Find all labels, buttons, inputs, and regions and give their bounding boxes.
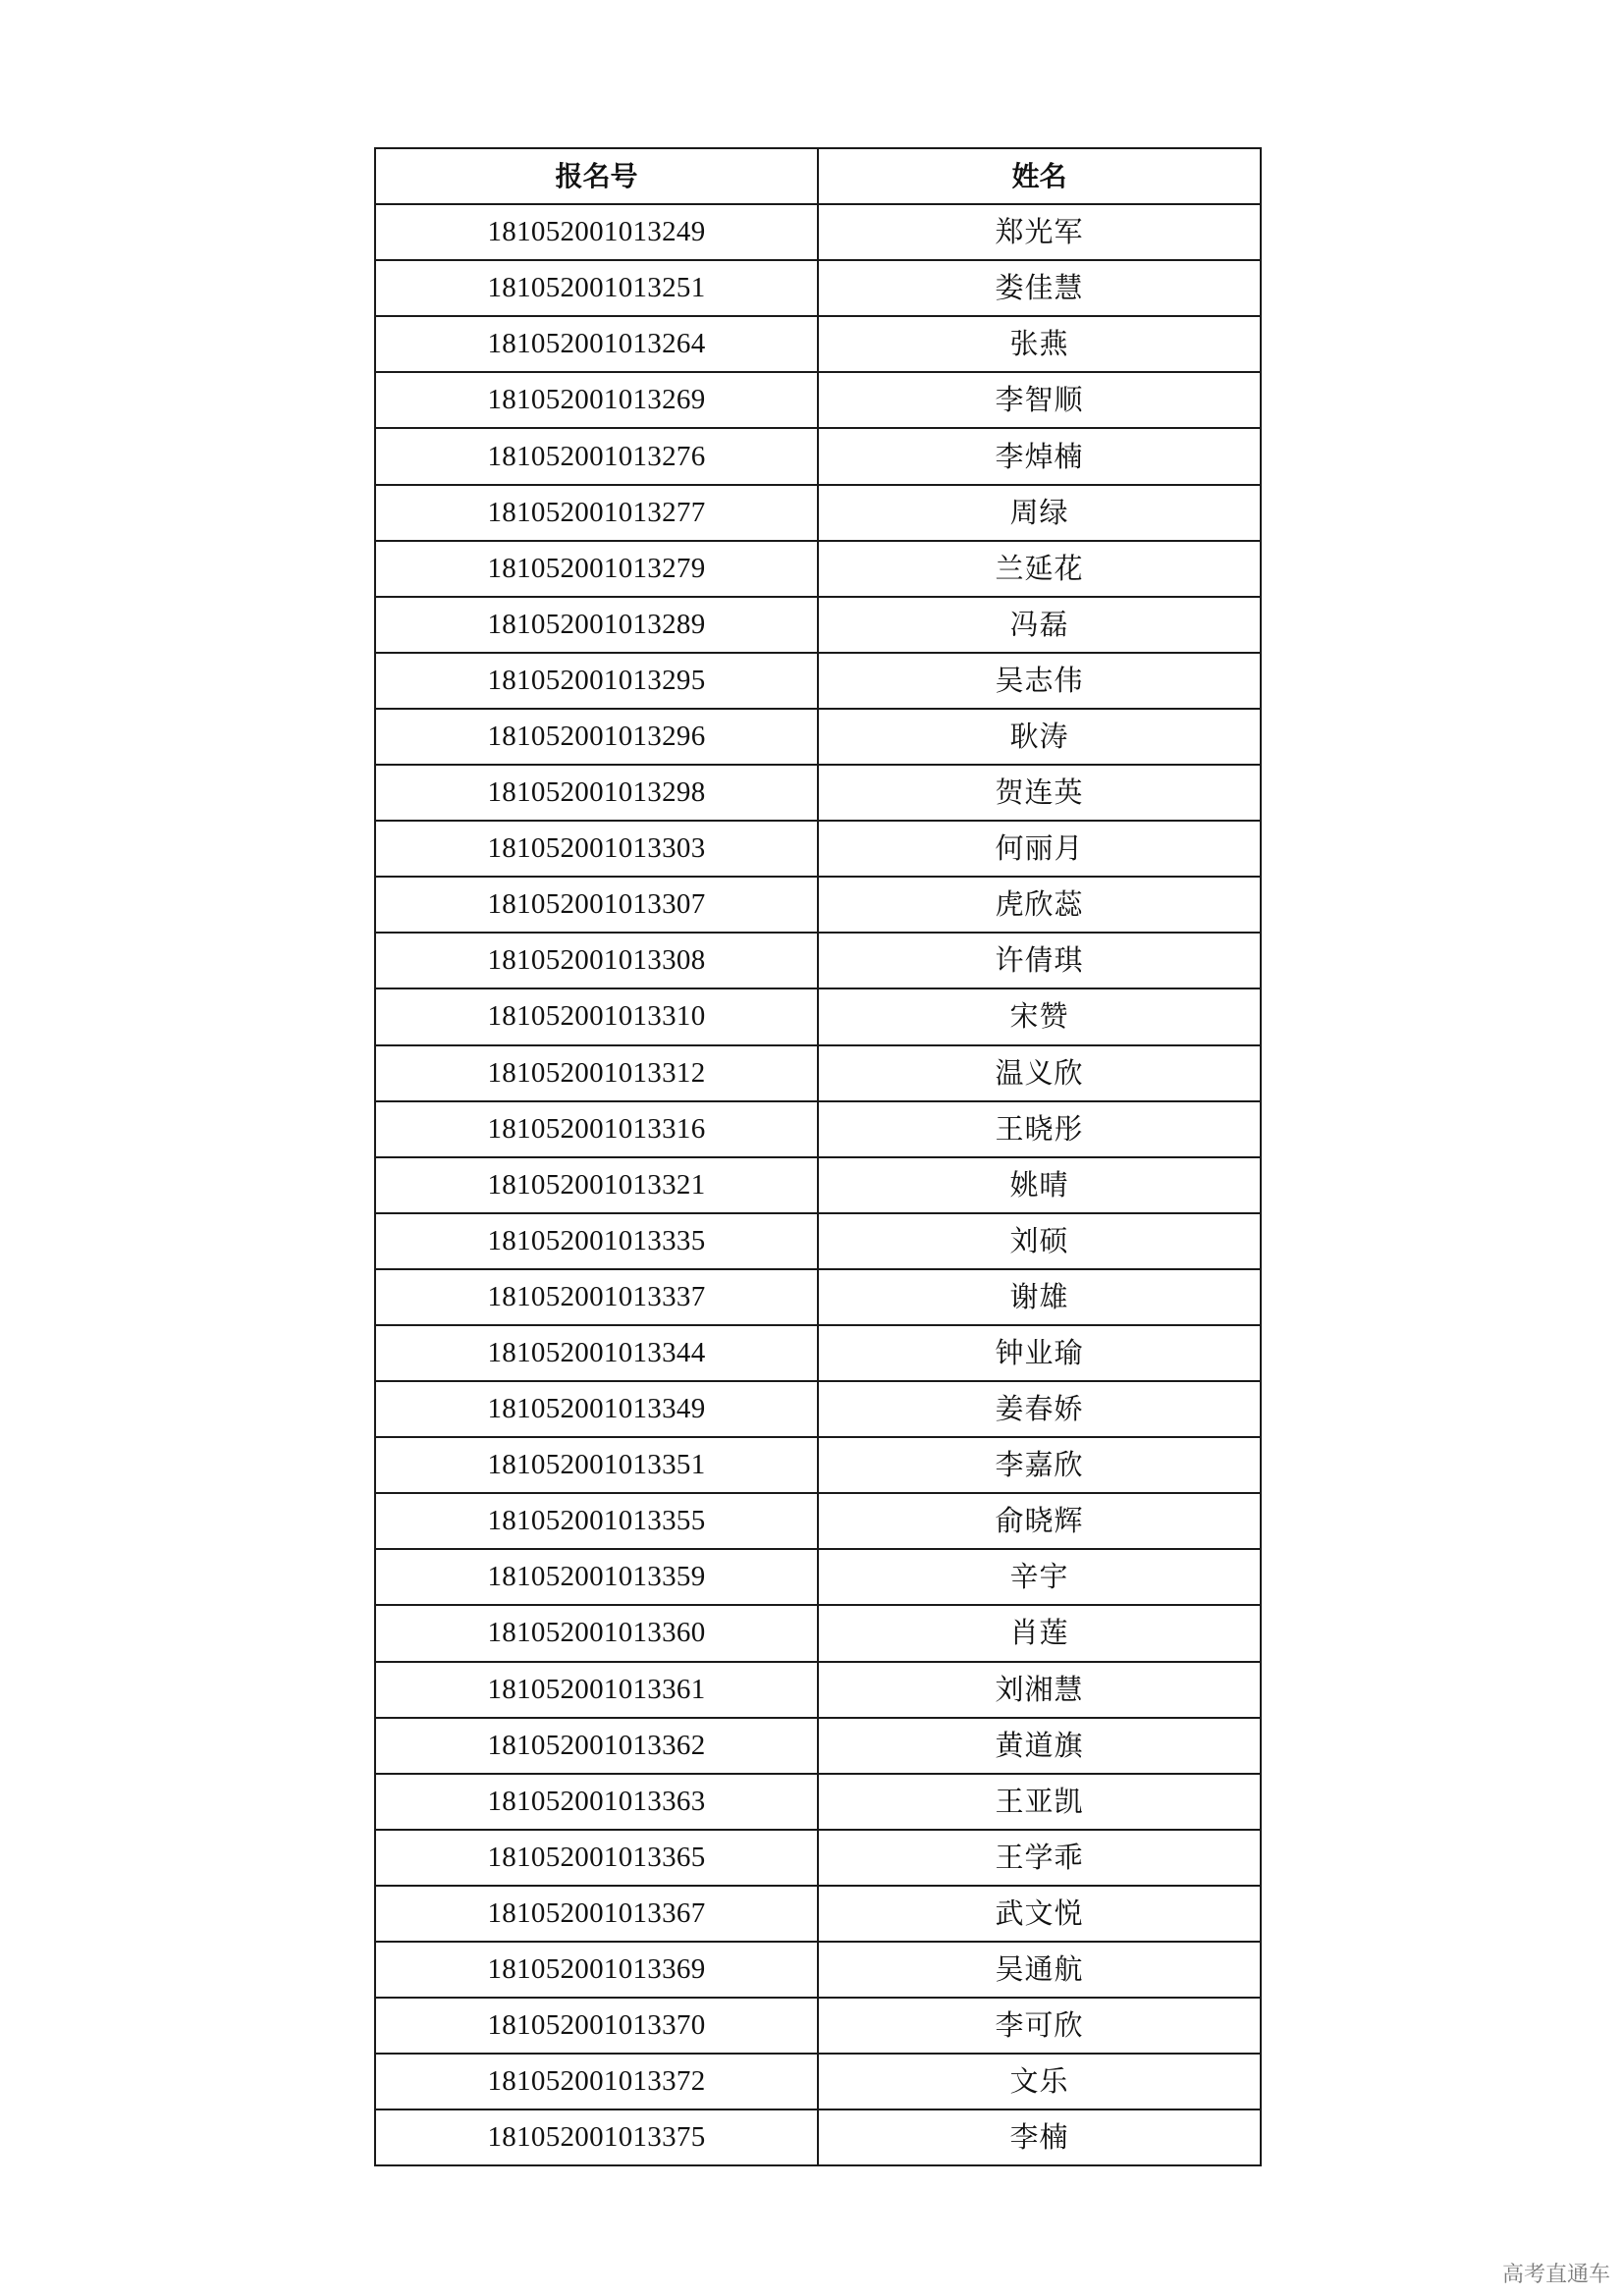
table-header [375,148,1261,204]
registration-number-cell: 181052001013355 [375,1493,818,1549]
table-row [375,1437,1261,1493]
registration-number-cell: 181052001013316 [375,1101,818,1157]
column-header-registration-number: 报名号 [375,148,818,204]
table-row [375,1774,1261,1830]
table-row [375,1101,1261,1157]
table-row [375,1269,1261,1325]
name-cell: 宋赞 [818,988,1261,1044]
table-row [375,653,1261,709]
name-cell: 兰延花 [818,541,1261,597]
registration-number-cell: 181052001013303 [375,821,818,877]
table-row [375,204,1261,260]
table-row [375,1325,1261,1381]
name-cell: 周绿 [818,485,1261,541]
registration-number-cell: 181052001013359 [375,1549,818,1605]
table-row [375,1549,1261,1605]
name-cell: 王晓彤 [818,1101,1261,1157]
name-cell: 李楠 [818,2109,1261,2165]
table-row [375,316,1261,372]
registration-number-cell: 181052001013362 [375,1718,818,1774]
registration-number-cell: 181052001013360 [375,1605,818,1661]
registration-number-cell: 181052001013269 [375,372,818,428]
registration-number-cell: 181052001013367 [375,1886,818,1942]
registration-number-cell: 181052001013351 [375,1437,818,1493]
name-cell: 文乐 [818,2054,1261,2109]
registration-number-cell: 181052001013337 [375,1269,818,1325]
name-cell: 姜春娇 [818,1381,1261,1437]
table-row [375,1942,1261,1998]
registration-number-cell: 181052001013349 [375,1381,818,1437]
name-cell: 李可欣 [818,1998,1261,2054]
name-cell: 王学乖 [818,1830,1261,1886]
table-row [375,1605,1261,1661]
roster-table [374,147,1262,2166]
registration-number-cell: 181052001013251 [375,260,818,316]
registration-number-cell: 181052001013289 [375,597,818,653]
table-row [375,877,1261,933]
table-row [375,709,1261,765]
registration-number-cell: 181052001013277 [375,485,818,541]
registration-number-cell: 181052001013344 [375,1325,818,1381]
name-cell: 虎欣蕊 [818,877,1261,933]
name-cell: 吴志伟 [818,653,1261,709]
name-cell: 武文悦 [818,1886,1261,1942]
registration-number-cell: 181052001013298 [375,765,818,821]
name-cell: 贺连英 [818,765,1261,821]
name-cell: 李嘉欣 [818,1437,1261,1493]
registration-number-cell: 181052001013321 [375,1157,818,1213]
table-row [375,2054,1261,2109]
table-row [375,1830,1261,1886]
name-cell: 黄道旗 [818,1718,1261,1774]
registration-number-cell: 181052001013312 [375,1045,818,1101]
registration-number-cell: 181052001013249 [375,204,818,260]
registration-number-cell: 181052001013369 [375,1942,818,1998]
registration-number-cell: 181052001013308 [375,933,818,988]
registration-number-cell: 181052001013295 [375,653,818,709]
table-row [375,2109,1261,2165]
name-cell: 许倩琪 [818,933,1261,988]
table-row [375,933,1261,988]
name-cell: 钟业瑜 [818,1325,1261,1381]
name-cell: 王亚凯 [818,1774,1261,1830]
name-cell: 谢雄 [818,1269,1261,1325]
table-row [375,1662,1261,1718]
registration-number-cell: 181052001013276 [375,428,818,484]
name-cell: 李焯楠 [818,428,1261,484]
table-row [375,1718,1261,1774]
name-cell: 娄佳慧 [818,260,1261,316]
table-row [375,485,1261,541]
header-row [375,148,1261,204]
table-row [375,1157,1261,1213]
table-row [375,1886,1261,1942]
registration-number-cell: 181052001013296 [375,709,818,765]
name-cell: 耿涛 [818,709,1261,765]
registration-number-cell: 181052001013363 [375,1774,818,1830]
column-header-name: 姓名 [818,148,1261,204]
table-row [375,765,1261,821]
watermark-text: 高考直通车 [1501,2263,1610,2287]
registration-number-cell: 181052001013310 [375,988,818,1044]
table-row [375,1381,1261,1437]
table-row [375,597,1261,653]
name-cell: 李智顺 [818,372,1261,428]
name-cell: 刘硕 [818,1213,1261,1269]
registration-number-cell: 181052001013279 [375,541,818,597]
name-cell: 何丽月 [818,821,1261,877]
name-cell: 辛宇 [818,1549,1261,1605]
name-cell: 俞晓辉 [818,1493,1261,1549]
name-cell: 冯磊 [818,597,1261,653]
registration-number-cell: 181052001013370 [375,1998,818,2054]
table-row [375,988,1261,1044]
registration-number-cell: 181052001013264 [375,316,818,372]
name-cell: 刘湘慧 [818,1662,1261,1718]
registration-number-cell: 181052001013307 [375,877,818,933]
registration-number-cell: 181052001013372 [375,2054,818,2109]
name-cell: 吴通航 [818,1942,1261,1998]
table-row [375,1998,1261,2054]
table-row [375,372,1261,428]
registration-number-cell: 181052001013375 [375,2109,818,2165]
name-cell: 肖莲 [818,1605,1261,1661]
table-row [375,821,1261,877]
name-cell: 温义欣 [818,1045,1261,1101]
table-row [375,1045,1261,1101]
table-row [375,541,1261,597]
table-row [375,428,1261,484]
name-cell: 姚晴 [818,1157,1261,1213]
table-body [375,204,1261,2165]
name-cell: 郑光军 [818,204,1261,260]
table-row [375,1213,1261,1269]
registration-number-cell: 181052001013361 [375,1662,818,1718]
table-row [375,1493,1261,1549]
name-cell: 张燕 [818,316,1261,372]
registration-number-cell: 181052001013365 [375,1830,818,1886]
table-row [375,260,1261,316]
registration-number-cell: 181052001013335 [375,1213,818,1269]
